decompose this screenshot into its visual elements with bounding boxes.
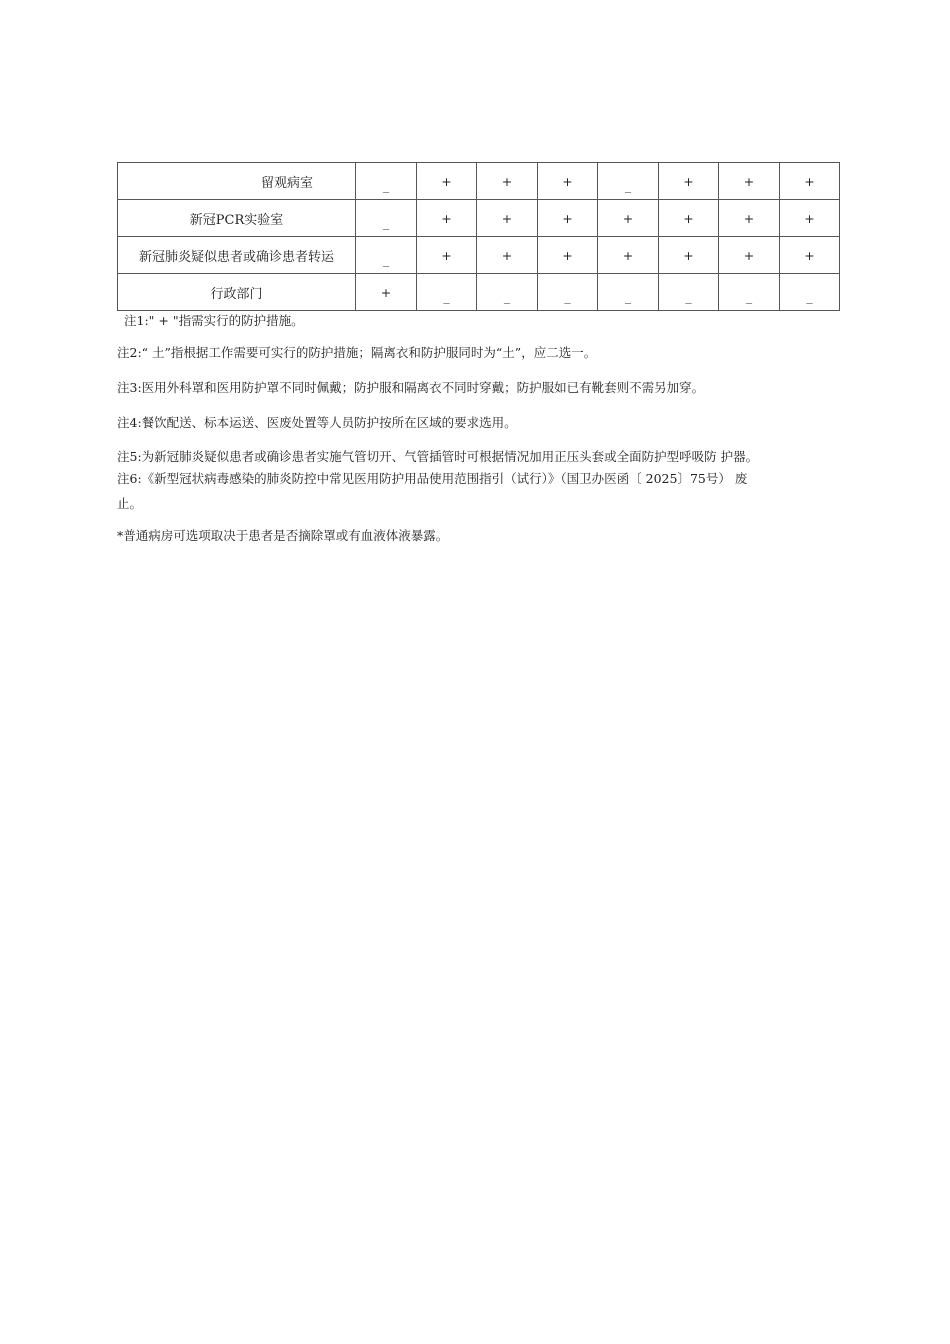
mark-cell (477, 237, 538, 274)
mark-value: _ (745, 288, 753, 304)
table-body (118, 163, 840, 311)
note-3: 注3:医用外科罩和医用防护罩不同时佩戴；防护服和隔离衣不同时穿戴；防护服如已有靴套则不需另加穿。 (117, 380, 705, 395)
area-cell: 留观病室 (118, 163, 356, 200)
mark-cell (598, 274, 659, 311)
mark-value: + (501, 247, 513, 263)
table-row (118, 200, 840, 237)
mark-cell (417, 274, 477, 311)
table-notes (117, 311, 833, 546)
mark-value: _ (564, 288, 571, 304)
note-5: 注5:为新冠肺炎疑似患者或确诊患者实施气管切开、气管插管时可根据情况加用正压头套或全面防护型呼吸防 护器。 (117, 449, 759, 464)
mark-value: + (441, 173, 452, 189)
area-cell: 新冠PCR实验室 (118, 200, 356, 237)
mark-value: + (804, 247, 815, 263)
mark-value: + (501, 210, 513, 226)
mark-cell (477, 200, 538, 237)
protective-equipment-table (117, 162, 840, 311)
note-asterisk: *普通病房可选项取决于患者是否摘除罩或有血液体液暴露。 (117, 528, 449, 543)
mark-value: + (562, 210, 573, 226)
mark-value: + (441, 210, 452, 226)
mark-value: + (743, 210, 755, 226)
mark-value: + (562, 247, 573, 263)
mark-value: + (804, 210, 815, 226)
mark-value: + (380, 284, 392, 300)
mark-value: + (562, 173, 573, 189)
mark-cell (356, 237, 417, 274)
area-cell: 新冠肺炎疑似患者或确诊患者转运 (118, 237, 356, 274)
table-row (118, 163, 840, 200)
mark-cell (538, 274, 598, 311)
area-cell: 行政部门 (118, 274, 356, 311)
note-1: 注1:" + "指需实行的防护措施。 (124, 313, 304, 328)
mark-value: + (622, 247, 634, 263)
mark-cell (719, 237, 780, 274)
mark-cell (538, 163, 598, 200)
mark-cell (417, 200, 477, 237)
mark-value: + (743, 173, 755, 189)
mark-cell (538, 200, 598, 237)
note-6 (117, 469, 833, 514)
mark-cell (598, 163, 659, 200)
mark-cell (659, 237, 719, 274)
mark-value: _ (624, 288, 632, 304)
mark-value: + (501, 173, 513, 189)
mark-cell (780, 163, 840, 200)
mark-value: + (743, 247, 755, 263)
mark-cell (356, 274, 417, 311)
mark-cell (477, 274, 538, 311)
mark-value: _ (624, 177, 632, 193)
mark-value: _ (443, 288, 450, 304)
mark-cell (719, 200, 780, 237)
note-6-main: 注6:《新型冠状病毒感染的肺炎防控中常见医用防护用品使用范围指引（试行）》（国卫办医函〔 2025〕75号） 废 (117, 471, 748, 486)
mark-value: + (683, 173, 694, 189)
mark-value: _ (382, 177, 390, 193)
table-row (118, 274, 840, 311)
mark-cell (719, 274, 780, 311)
mark-cell (477, 163, 538, 200)
mark-cell (417, 163, 477, 200)
mark-cell (598, 237, 659, 274)
mark-value: _ (382, 251, 390, 267)
note-2: 注2:“ 土”指根据工作需要可实行的防护措施；隔离衣和防护服同时为“土”，应二选一。 (117, 345, 597, 360)
mark-cell (356, 163, 417, 200)
table-row (118, 237, 840, 274)
mark-value: _ (806, 288, 813, 304)
mark-cell (659, 274, 719, 311)
mark-cell (659, 200, 719, 237)
mark-cell (598, 200, 659, 237)
mark-cell (780, 274, 840, 311)
note-4: 注4:餐饮配送、标本运送、医废处置等人员防护按所在区域的要求选用。 (117, 415, 517, 430)
mark-cell (538, 237, 598, 274)
mark-cell (780, 200, 840, 237)
mark-cell (780, 237, 840, 274)
mark-cell (659, 163, 719, 200)
mark-value: + (683, 210, 694, 226)
mark-value: _ (685, 288, 692, 304)
mark-cell (417, 237, 477, 274)
mark-value: _ (503, 288, 511, 304)
mark-value: _ (382, 214, 390, 230)
mark-value: + (622, 210, 634, 226)
mark-value: + (804, 173, 815, 189)
note-6-tail: 止。 (117, 496, 143, 511)
mark-value: + (441, 247, 452, 263)
mark-cell (356, 200, 417, 237)
mark-cell (719, 163, 780, 200)
mark-value: + (683, 247, 694, 263)
